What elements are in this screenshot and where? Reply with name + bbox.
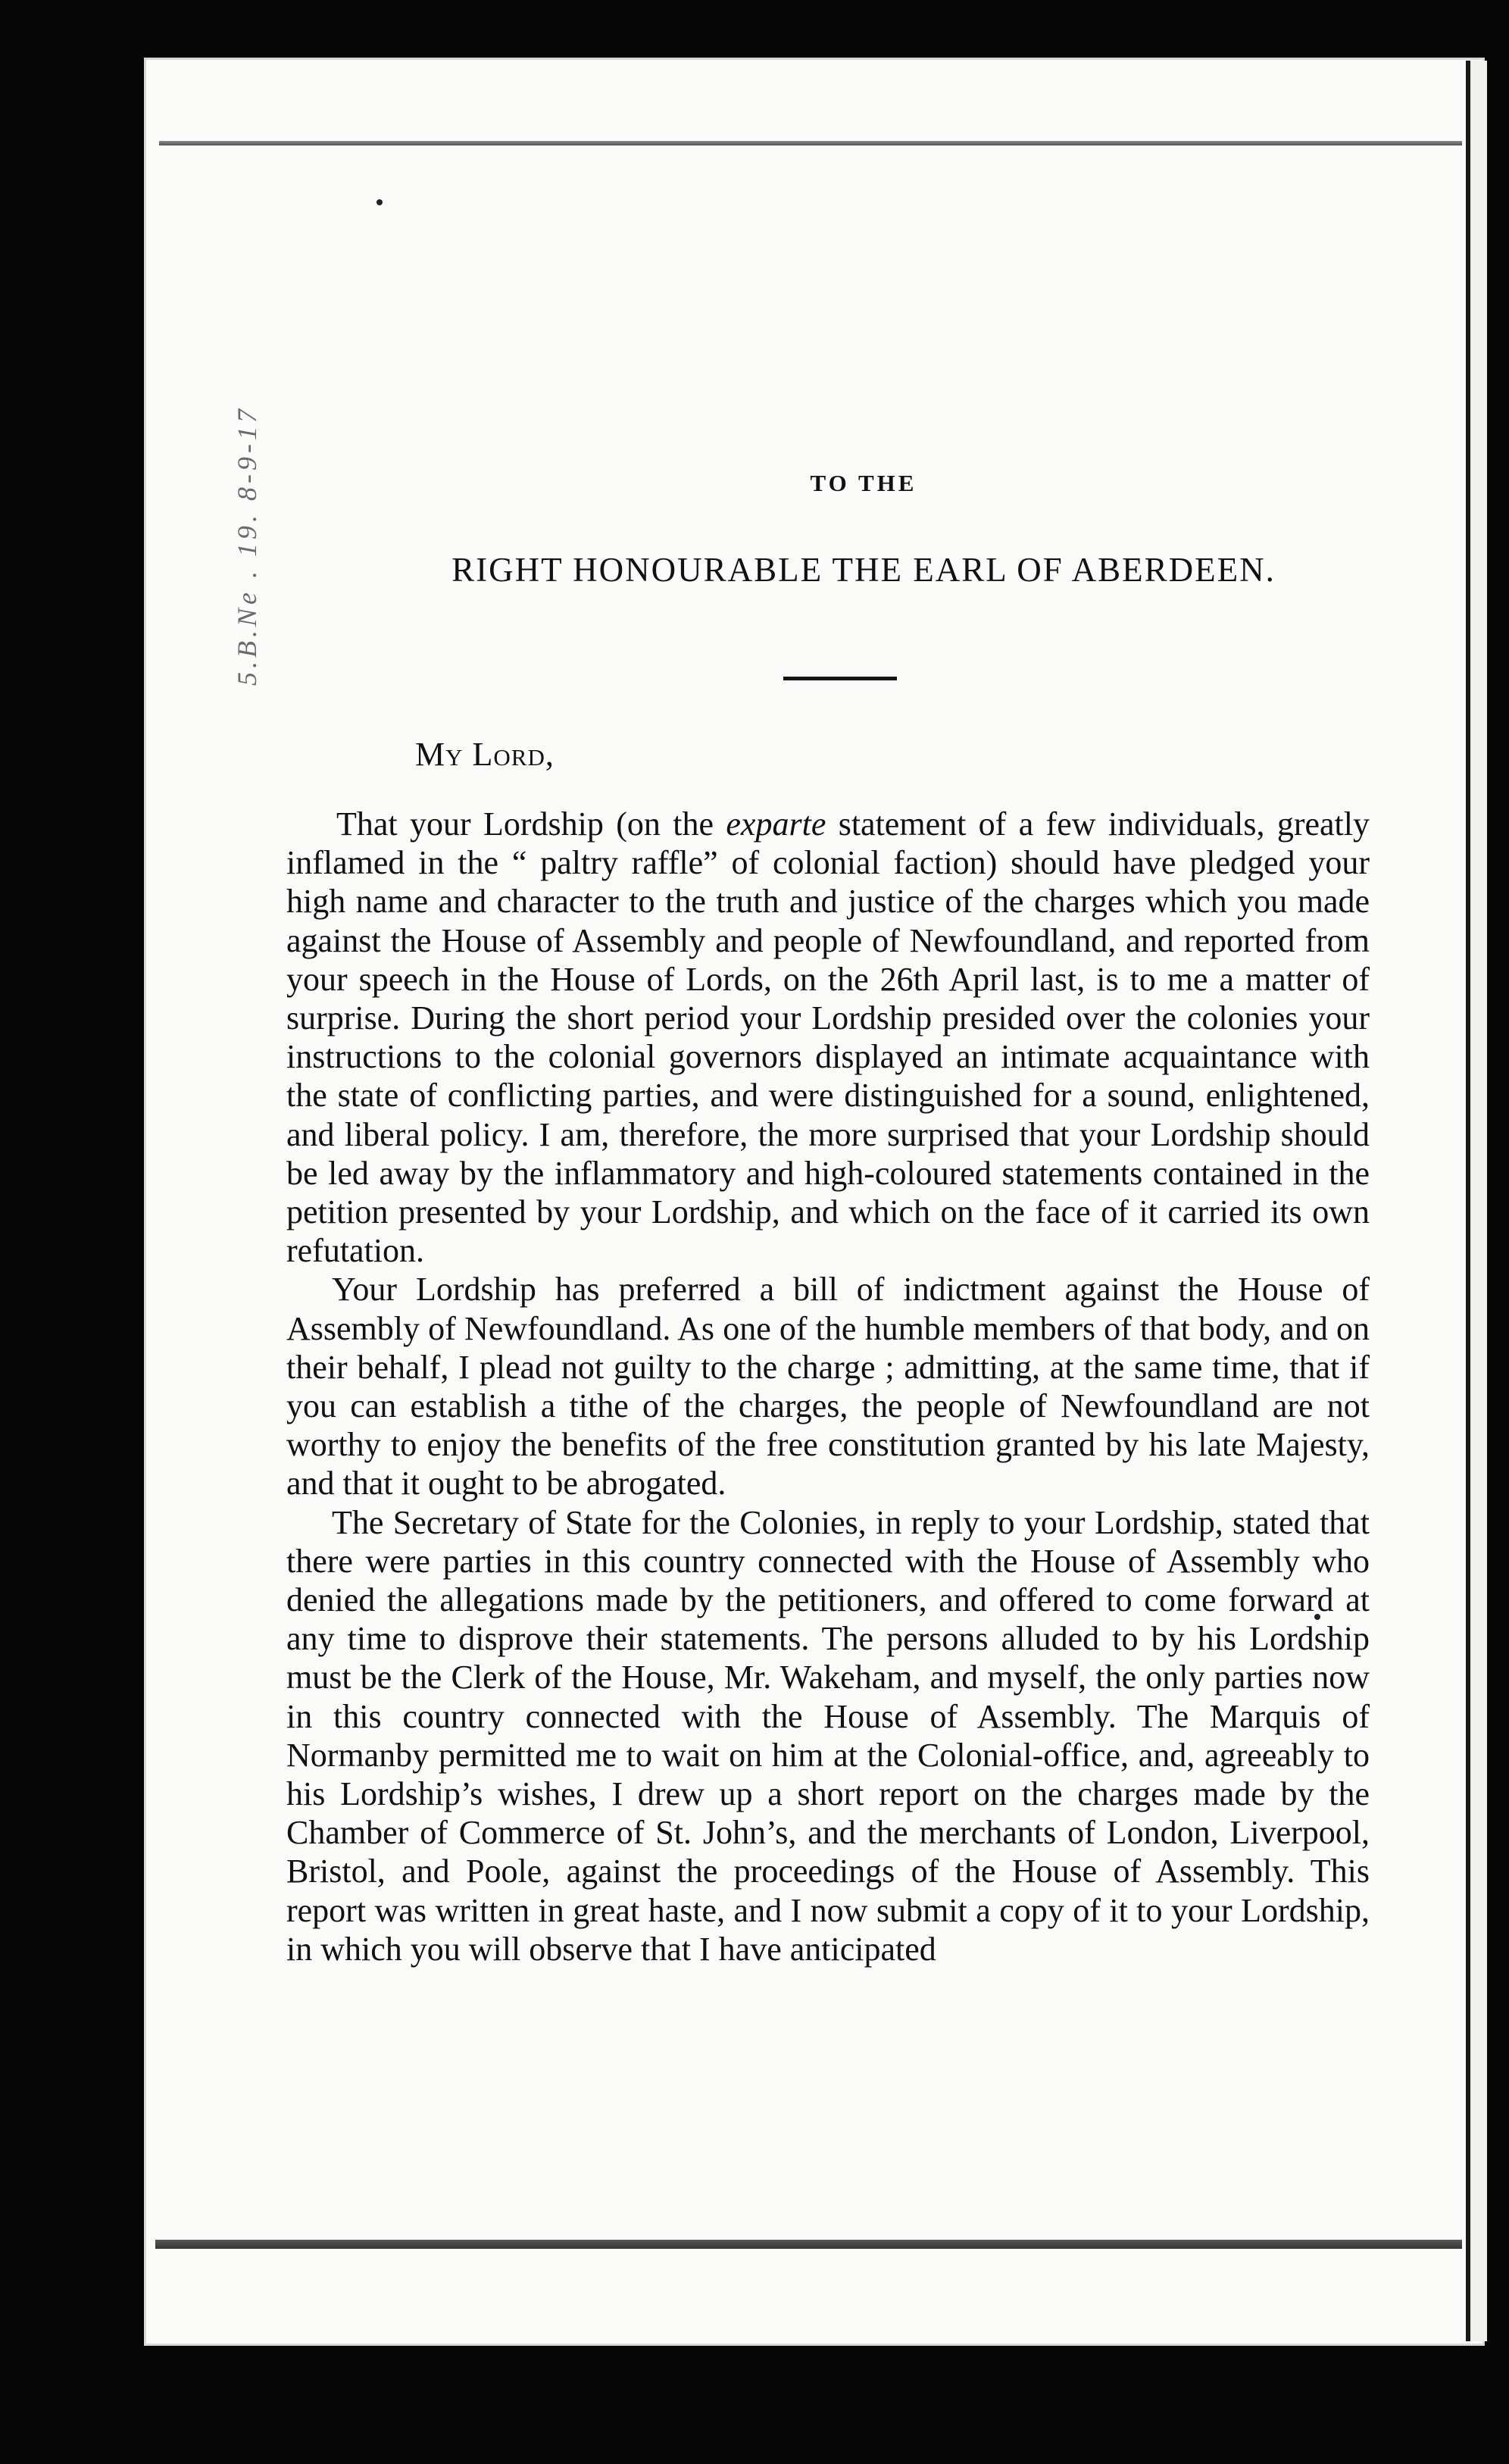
letter-body <box>286 805 1370 1968</box>
bottom-border-rule <box>155 2240 1462 2249</box>
salutation: My Lord, <box>415 736 555 773</box>
paragraph-3: The Secretary of State for the Colonies, in reply to your Lordship, stated that there were parties in this country connected with the House of Assembly who denied the allegations made by the petitioners, and offered to come forward at any time to disprove their statements. The persons alluded to by his Lordship must be the Clerk of the House, Mr. Wakeham, and myself, the only parties now in this country connected with the House of Assembly. The Marquis of Normanby permitted me to wait on him at the Colonial-office, and, agreeably to his Lordship’s wishes, I drew up a short report on the charges made by the Chamber of Commerce of St. John’s, and the merchants of London, Liverpool, Bristol, and Poole, against the proceedings of the House of Assembly. This report was written in great haste, and I now submit a copy of it to your Lordship, in which you will observe that I have anticipated <box>286 1503 1370 1968</box>
paragraph-1-start: That your Lordship (on the <box>336 805 726 843</box>
paragraph-1 <box>286 805 1370 1270</box>
paragraph-2: Your Lordship has preferred a bill of indictment against the House of Assembly of Newfoundland. As one of the humble members of that body, and on their behalf, I plead not guilty to the charge ; admitting, at the same time, that if you can establish a tithe of the charges, the people of Newfoundland are not worthy to enjoy the benefits of the free constitution granted by his late Majesty, and that it ought to be abrogated. <box>286 1271 1370 1502</box>
address-line: TO THE <box>810 470 917 496</box>
paragraph-1-rest: statement of a few individuals, greatly inflamed in the “ paltry raffle” of colonial faction) should have pledged your high name and character to the truth and justice of the charges which you made against the House of Assembly and people of Newfoundland, and reported from your speech in the House of Lords, on the 26th April last, is to me a matter of surprise. During the short period your Lordship presided over the colonies your instructions to the colonial governors displayed an intimate acquaintance with the state of conflicting parties, and were distinguished for a sound, enlightened, and liberal policy. I am, therefore, the more surprised that your Lordship should be led away by the inflammatory and high-coloured statements contained in the petition presented by your Lordship, and which on the face of it carried its own refutation. <box>286 805 1370 1270</box>
title-separator <box>783 677 897 680</box>
speck-mark <box>376 199 383 205</box>
address-title: RIGHT HONOURABLE THE EARL OF ABERDEEN. <box>451 551 1276 589</box>
margin-annotation: 5.B.Ne . 19. 8-9-17 <box>232 405 262 686</box>
adjacent-page-edge <box>1466 61 1487 2341</box>
paragraph-1-italic: exparte <box>726 805 826 843</box>
top-border-rule <box>159 141 1462 145</box>
